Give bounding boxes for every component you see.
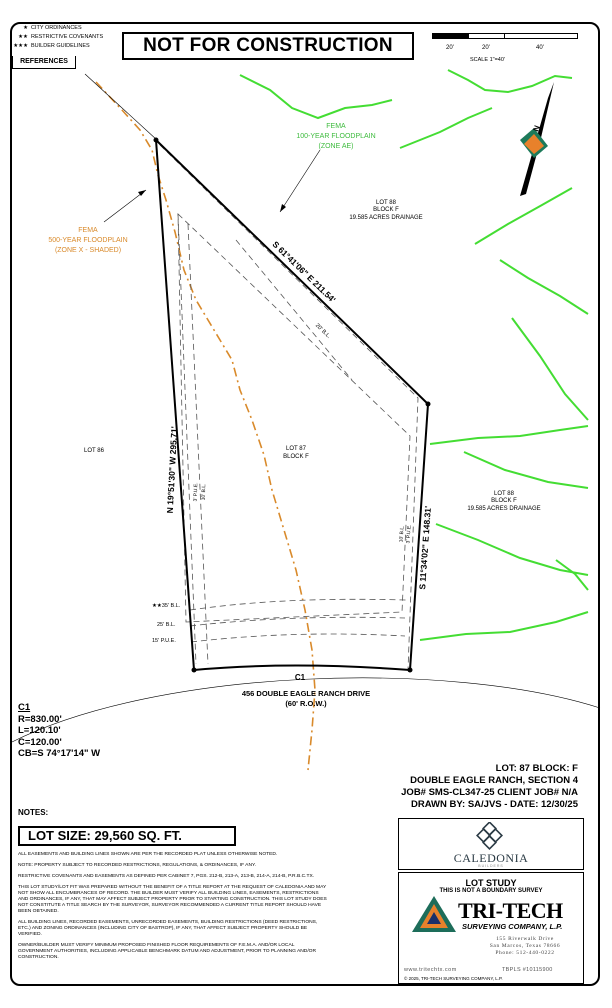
scale-label: 40' [536, 45, 544, 51]
lot-corner [192, 668, 197, 673]
floodplain-line [448, 70, 572, 92]
lot-info [378, 763, 578, 811]
floodplain-line [420, 612, 588, 640]
curve-table-heading: C1 [18, 702, 31, 713]
not-boundary-text: THIS IS NOT A BOUNDARY SURVEY [439, 888, 543, 894]
north-label: N [531, 124, 542, 133]
note-item: RESTRICTIVE COVENANTS AND EASEMENTS AS DEFINED PER CABINET 7, PGS. 212-B, 213-A, 213-B, 214-A, 214-B, P.R.B.C.TX. [18, 874, 315, 879]
fema-x-label: (ZONE X - SHADED) [54, 247, 122, 254]
bl-20-label: 20' B.L. [313, 322, 332, 340]
surveyor-name: TRI-TECH [458, 898, 563, 923]
street-row-line [12, 678, 600, 742]
caledonia-logo-icon [476, 822, 506, 850]
builder-name: CALEDONIA [453, 851, 529, 865]
lot-corner [408, 668, 413, 673]
front-pue-label: 15' P.U.E. [152, 638, 176, 644]
floodplain-x-line [96, 82, 315, 770]
fema-x-label: FEMA [78, 227, 98, 234]
fema-ae-label: FEMA [326, 123, 346, 130]
surveyor-license: TBPLS #10115900 [502, 967, 553, 973]
builder-subtitle: BUILDERS [478, 864, 504, 868]
side-pue-line [178, 214, 196, 664]
star-icon: ★ [23, 25, 28, 31]
bearing-east: S 11°34'02" E 148.31' [417, 505, 433, 590]
outer-dashed-line [160, 145, 418, 670]
floodplain-line [500, 260, 588, 314]
plan-labels [48, 123, 540, 708]
lot-study-title: LOT STUDY [465, 878, 517, 888]
lot86-label: LOT 86 [84, 448, 104, 454]
surveyor-website: www.tritechtx.com [404, 967, 457, 973]
not-for-construction-banner: NOT FOR CONSTRUCTION [122, 32, 414, 60]
floodplain-line [400, 108, 492, 148]
front-pue [191, 634, 405, 642]
north-arrow [520, 82, 554, 196]
left-bl-label: 10' B.L. [200, 483, 208, 501]
front-bl-25 [190, 617, 405, 626]
address-line: San Marcos, Texas 78666 [489, 943, 561, 949]
setback-lines [160, 145, 418, 670]
scale-label: 20' [446, 45, 454, 51]
address-line: Phone: 512-440-0222 [495, 950, 555, 956]
surveyor-address [470, 936, 580, 957]
left-pue-label: 3' P.U.E. [192, 482, 200, 502]
bearing-west: N 19°51'30" W 295.71' [164, 426, 180, 514]
street-row: (60' R.O.W.) [285, 699, 327, 708]
curve-table-row: C=120.00' [18, 736, 62, 748]
star-icon: ★★★ [13, 43, 28, 49]
leader-line [104, 190, 146, 222]
lot88-top-label: LOT 88 [376, 200, 396, 206]
note-item: OWNER/BUILDER MUST VERIFY MINIMUM PROPOSED FINISHED FLOOR REQUIREMENTS OF F.E.M.A. AND/OR LOCAL GOVERNMENT AUTHORITIES, INCLUDING APPLICABLE BENCHMARK DATUM AND ADJUSTMENT, PRIOR TO PLANNING AND/OR CONSTRUCTION. [18, 943, 317, 960]
right-pue-label: 3' P.U.E. [405, 524, 413, 544]
right-bl-label: 10' B.L. [398, 525, 406, 543]
front-bl-35-label: ★★35' B.L. [152, 603, 181, 609]
star-icon: ★★ [18, 34, 28, 40]
lot87-label: LOT 87 [286, 446, 306, 452]
curve-label: C1 [294, 673, 306, 682]
notes-heading: NOTES: [18, 808, 49, 817]
lot88-right-label: LOT 88 [494, 491, 514, 497]
lot-info-line: LOT: 87 BLOCK: F [495, 763, 578, 774]
front-bl-25-label: 25' B.L. [157, 622, 176, 628]
fema-ae-label: 100-YEAR FLOODPLAIN [296, 133, 376, 140]
lot88-right-label: 19.585 ACRES DRAINAGE [467, 506, 541, 512]
front-bl-35 [190, 599, 406, 610]
lot-corner [154, 138, 159, 143]
lot-info-line: JOB# SMS-CL347-25 CLIENT JOB# N/A [401, 787, 578, 798]
copyright: © 2025, TRI-TECH SURVEYING COMPANY, L.P. [404, 976, 503, 981]
lot-info-line: DOUBLE EAGLE RANCH, SECTION 4 [410, 775, 578, 786]
curve-table-row: L=120.10' [18, 725, 61, 736]
note-item: ALL EASEMENTS AND BUILDING LINES SHOWN ARE PER THE RECORDED PLAT UNLESS OTHERWISE NOTED. [18, 852, 278, 857]
legend-text: BUILDER GUIDELINES [31, 43, 90, 49]
leader-line [280, 150, 320, 212]
lot88-top-label: BLOCK F [373, 207, 399, 213]
floodplain-line [430, 426, 588, 444]
curve-table-row: CB=S 74°17'14" W [18, 748, 101, 759]
legend-text: RESTRICTIVE COVENANTS [31, 34, 104, 40]
floodplain-line [240, 75, 392, 118]
curve-table [18, 702, 100, 760]
note-item: THIS LOT STUDY/LOT FIT WAS PREPARED WITHOUT THE BENEFIT OF A TITLE REPORT AT THE REQUEST OF CALEDONIA AND MAY NOT SHOW ALL ENCUMBRANCES OF RECORD. THE BUILDER MUST VERIFY ALL BUILDING LINES, EASEMENTS, RESTRICTIONS AND ORDINANCES, IF ANY, THAT MAY AFFECT SUBJECT PROPERTY PRIOR TO STARTING CONSTRUCTION. THIS LOT STUDY DOES NOT CONSTITUTE A TITLE SEARCH BY THE SURVEYOR, SURVEYOR RECOMMENDED A CURRENT TITLE REPORT SHOULD HAVE BEEN OBTAINED. [18, 885, 327, 914]
lot-corner [426, 402, 431, 407]
lot-info-line: DRAWN BY: SA/JVS - DATE: 12/30/25 [411, 799, 578, 810]
tritech-logo-icon [410, 894, 458, 934]
lot-size-box: LOT SIZE: 29,560 SQ. FT. [18, 826, 236, 846]
fema-x-label: 500-YEAR FLOODPLAIN [48, 237, 128, 244]
scale-label: 20' [482, 45, 490, 51]
legend-text: CITY ORDINANCES [31, 25, 82, 31]
bearing-northeast: S 61°41'06" E 211.54' [270, 239, 338, 305]
note-item: NOTE: PROPERTY SUBJECT TO RECORDED RESTRICTIONS, REGULATIONS, & ORDINANCES, IF ANY. [18, 863, 256, 868]
references-label: REFERENCES [12, 56, 76, 69]
address-line: 155 Riverwalk Drive [496, 936, 554, 942]
floodplain-line [475, 188, 572, 244]
fema-ae-label: (ZONE AE) [318, 143, 354, 150]
notes-list [18, 852, 328, 966]
surveyor-company: SURVEYING COMPANY, L.P. [462, 922, 563, 931]
lot88-right-label: BLOCK F [491, 498, 517, 504]
floodplain-line [464, 452, 588, 488]
note-item: ALL BUILDING LINES, RECORDED EASEMENTS, UNRECORDED EASEMENTS, BUILDING RESTRICTIONS (DEED RESTRICTIONS, ETC.) AND ZONING ORDINANCES (INCLUDING CITY OF BASTROP), IF ANY, THAT AFFECT SUBJECT PROPERTY SHOULD BE VERIFIED. [18, 920, 318, 937]
neighbor-lot-line [85, 74, 157, 140]
side-bl-line [188, 224, 208, 664]
street-name: 456 DOUBLE EAGLE RANCH DRIVE [241, 689, 371, 698]
curve-table-row: R=830.00' [18, 713, 62, 725]
lot87-label: BLOCK F [283, 454, 309, 460]
lot88-top-label: 19.585 ACRES DRAINAGE [349, 215, 423, 221]
scale-text: SCALE 1"=40' [470, 57, 505, 63]
leader-arrow [280, 204, 286, 212]
floodplain-line [512, 318, 588, 420]
